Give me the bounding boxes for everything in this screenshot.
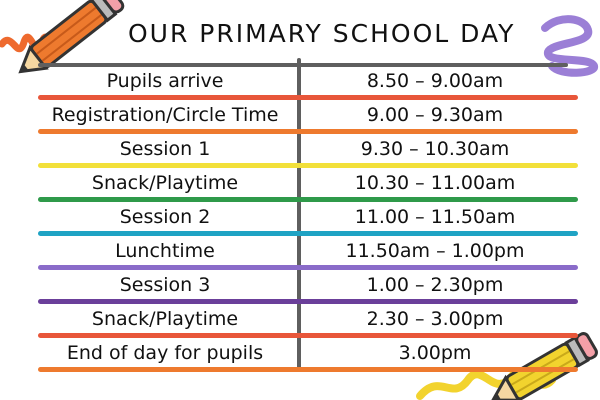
row-stripe [38, 367, 578, 372]
table-row [0, 304, 600, 338]
table-row [0, 338, 600, 372]
activity-cell: Session 2 [119, 206, 211, 228]
activity-cell: Pupils arrive [106, 70, 224, 92]
activity-cell: Session 1 [119, 138, 211, 160]
time-cell: 8.50 – 9.00am [366, 70, 504, 92]
table-row [0, 100, 600, 134]
time-cell: 1.00 – 2.30pm [366, 274, 504, 296]
activity-cell: Session 3 [119, 274, 211, 296]
activity-cell: Registration/Circle Time [51, 104, 279, 126]
time-cell: 9.00 – 9.30am [366, 104, 504, 126]
time-cell: 10.30 – 11.00am [354, 172, 516, 194]
table-row [0, 168, 600, 202]
time-cell: 3.00pm [398, 342, 472, 364]
table-row [0, 202, 600, 236]
table-row [0, 66, 600, 100]
activity-cell: Snack/Playtime [91, 172, 239, 194]
page-title: OUR PRIMARY SCHOOL DAY [128, 19, 516, 48]
table-row [0, 270, 600, 304]
activity-cell: End of day for pupils [66, 342, 264, 364]
table-row [0, 134, 600, 168]
activity-cell: Lunchtime [115, 240, 215, 262]
time-cell: 11.50am – 1.00pm [345, 240, 525, 262]
activity-cell: Snack/Playtime [91, 308, 239, 330]
table-row [0, 236, 600, 270]
time-cell: 9.30 – 10.30am [360, 138, 510, 160]
time-cell: 2.30 – 3.00pm [366, 308, 504, 330]
time-cell: 11.00 – 11.50am [354, 206, 516, 228]
